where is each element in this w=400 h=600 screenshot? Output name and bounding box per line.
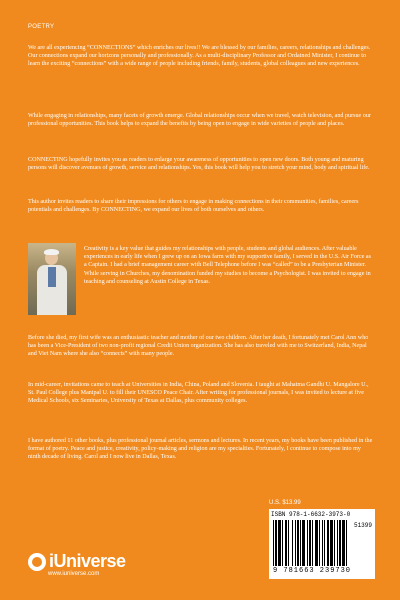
author-photo-hair	[44, 249, 59, 255]
iuniverse-logo-icon	[28, 553, 46, 571]
price-label: U.S. $13.99	[269, 500, 301, 506]
isbn-barcode	[269, 509, 375, 579]
author-bio-paragraph-3: In mid-career, invitations came to teach at Universities in India, China, Poland and Slovenia. I taught at Mahatma Gandhi U. Mangalore U., St. Paul College plus Manipal U. to fill their UNESCO Peace Chair. After writing for professional journals, I was invited to lecture at five Medical Schools, six Seminaries, University of Texas at Dallas, plus community colleges.	[28, 382, 369, 405]
author-bio-paragraph-4: I have authored 11 other books, plus professional journal articles, sermons and lectures. In recent years, my books have been published in the format of poetry. Peace and justice, creativity, policy-making and religion are my specialties. Fortunately, I continue to compose into my ninth decade of living. Carol and I now live in Dallas, Texas.	[28, 438, 373, 461]
publisher-url: www.iuniverse.com	[48, 571, 100, 577]
blurb-paragraph-4: This author invites readers to share their impressions for others to engage in making connections in their communities, families, careers potentials and challenges. By CONNECTING, we expand our lives of both ourselves and others.	[28, 199, 359, 214]
isbn-text: ISBN 978-1-6632-3973-0	[271, 511, 351, 518]
author-bio-paragraph-2: Before she died, my first wife was an enthusiastic teacher and mother of our two children. After her death, I fortunately met Carol Ann who has been a Vice-President of two non-profit regional Credit Union organization. She has also traveled with me to Switzerland, India, Nepal and Viet Nam where she also “connects” with many people.	[28, 335, 369, 358]
blurb-paragraph-1: We are all experiencing “CONNECTIONS” which enriches our lives!! We are blessed by our families, careers, relationships and challenges. Our connections expand our horizons personally and professionally. As a multi-disciplinary Professor and Ordained Minister, I continue to learn the exciting “connections” with a wide range of people including friends, family, students, global colleagues and new experiences.	[28, 45, 371, 68]
barcode-price-code: 51399	[353, 522, 372, 529]
publisher-logo	[28, 551, 126, 572]
blurb-paragraph-2: While engaging in relationships, many facets of growth emerge. Global relationships occur when we travel, watch television, and pursue our professional opportunities. This book helps to expand the benefits by being open to engage in wide varieties of people and places.	[28, 113, 371, 128]
barcode-bars	[273, 520, 371, 566]
author-photo-shirt	[48, 267, 56, 287]
blurb-paragraph-3: CONNECTING hopefully invites you as readers to enlarge your awareness of opportunities to open new doors. Both young and maturing persons will discover avenues of growth, service and relationships. Yes, this book will help you to stretch your mind, body and spiritual life.	[28, 157, 370, 172]
author-bio-paragraph-1: Creativity is a key value that guides my relationships with people, students and global audiences. After valuable experiences in early life when I grew up on an Iowa farm with my supportive family, I served in the U.S. Air Force as a Captain. I had a brief management career with Bell Telephone before I was “called” to be a Presbyterian Minister. While serving in Churches, my denomination funded my studies to become a Psychologist. I was invited to engage in teaching and counseling at Austin College in Texas.	[84, 246, 371, 285]
publisher-name: iUniverse	[49, 551, 126, 571]
barcode-number: 9 781663 239730	[273, 567, 352, 575]
genre-label: POETRY	[28, 24, 55, 30]
author-photo	[28, 243, 76, 315]
